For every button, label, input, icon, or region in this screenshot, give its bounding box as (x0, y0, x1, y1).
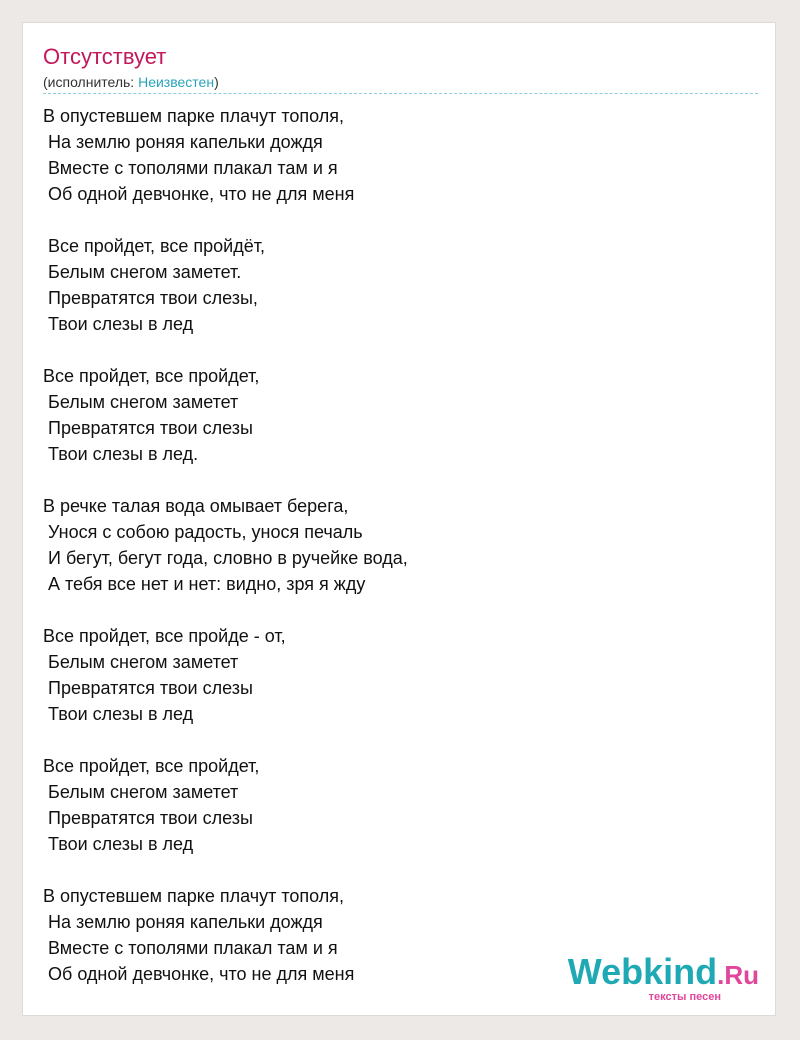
header-divider (43, 93, 758, 94)
lyric-line: Белым снегом заметет. (43, 262, 242, 282)
lyric-line: Твои слезы в лед (43, 704, 194, 724)
lyric-line: В речке талая вода омывает берега, (43, 496, 349, 516)
lyric-line: И бегут, бегут года, словно в ручейке вода, (43, 548, 408, 568)
lyric-line: А тебя все нет и нет: видно, зря я жду (43, 574, 366, 594)
lyric-line: Превратятся твои слезы, (43, 288, 258, 308)
lyric-line (43, 207, 743, 233)
logo-tld: .Ru (717, 960, 759, 990)
lyrics-text (43, 103, 743, 987)
logo-tagline: тексты песен (648, 991, 721, 1003)
lyric-line: Об одной девчонке, что не для меня (43, 964, 355, 984)
song-title: Отсутствует (43, 44, 167, 69)
lyric-line (43, 467, 743, 493)
lyric-line: Белым снегом заметет (43, 782, 239, 802)
logo-brand: Webkind (567, 951, 718, 992)
lyric-line: Об одной девчонке, что не для меня (43, 184, 355, 204)
lyrics-card (22, 22, 776, 1016)
lyric-line: На землю роняя капельки дождя (43, 132, 323, 152)
artist-suffix: ) (214, 74, 219, 90)
site-logo[interactable] (567, 951, 759, 1003)
lyric-line: Белым снегом заметет (43, 392, 239, 412)
lyric-line (43, 337, 743, 363)
lyric-line: Все пройдет, все пройде - от, (43, 626, 286, 646)
lyric-line: На землю роняя капельки дождя (43, 912, 323, 932)
lyric-line: Вместе с тополями плакал там и я (43, 158, 338, 178)
lyric-line: Превратятся твои слезы (43, 808, 253, 828)
lyric-line: Превратятся твои слезы (43, 418, 253, 438)
artist-link[interactable]: Неизвестен (138, 74, 215, 90)
artist-prefix: (исполнитель: (43, 74, 139, 90)
lyric-line: Белым снегом заметет (43, 652, 239, 672)
artist-line (43, 73, 219, 91)
lyric-line (43, 597, 743, 623)
lyric-line: Твои слезы в лед (43, 834, 194, 854)
lyric-line: Вместе с тополями плакал там и я (43, 938, 338, 958)
lyric-line (43, 727, 743, 753)
lyric-line: В опустевшем парке плачут тополя, (43, 106, 345, 126)
lyric-line: Унося с собою радость, унося печаль (43, 522, 363, 542)
lyric-line (43, 857, 743, 883)
lyric-line: Превратятся твои слезы (43, 678, 253, 698)
lyric-line: В опустевшем парке плачут тополя, (43, 886, 345, 906)
logo-wordmark (567, 951, 759, 993)
lyric-line: Все пройдет, все пройдет, (43, 756, 260, 776)
lyric-line: Все пройдет, все пройдет, (43, 366, 260, 386)
lyric-line: Все пройдет, все пройдёт, (43, 236, 265, 256)
lyric-line: Твои слезы в лед. (43, 444, 199, 464)
lyric-line: Твои слезы в лед (43, 314, 194, 334)
